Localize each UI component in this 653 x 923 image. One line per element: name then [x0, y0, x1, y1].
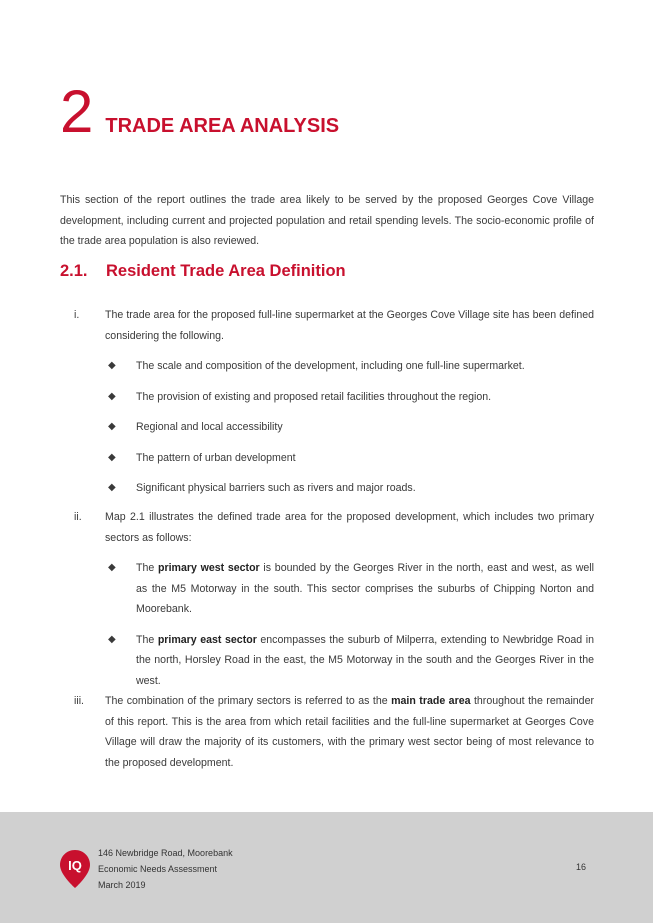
list-item-iii [60, 691, 594, 773]
item-ii-body [60, 507, 594, 691]
item-iii-post: throughout the remainder of this report. This is the area from which retail facilities and the full-line supermarket at Georges Cove Village will draw the majority of its customers, with the primary west sector being of most relevance to the proposed development. [105, 695, 594, 769]
bullet-icon: ◆ [108, 562, 116, 573]
bullet-icon: ◆ [108, 482, 116, 493]
section-heading [60, 262, 346, 281]
logo-text: IQ [68, 858, 82, 873]
page-footer [0, 812, 653, 923]
bullet-item [105, 478, 594, 499]
section-title: Resident Trade Area Definition [106, 262, 346, 280]
item-iii-body [60, 691, 594, 773]
bullet-icon: ◆ [108, 451, 116, 463]
bullet-pre: The [136, 633, 158, 646]
footer-address: 146 Newbridge Road, Moorebank [98, 848, 233, 858]
list-item-i [60, 305, 594, 499]
item-ii-text: Map 2.1 illustrates the defined trade area for the proposed development, which includes two primary sectors as follows: [105, 511, 594, 544]
chapter-heading [60, 78, 340, 145]
bullet-icon: ◆ [108, 421, 116, 432]
bullet-item [105, 630, 594, 692]
bullet-icon: ◆ [108, 633, 116, 645]
iq-logo-icon [59, 849, 91, 889]
item-i-body [60, 305, 594, 499]
item-i-numeral: i. [74, 309, 80, 321]
item-i-bullets [105, 356, 594, 499]
bullet-text: The pattern of urban development [136, 451, 296, 464]
bullet-item [105, 387, 594, 408]
bullet-text: The scale and composition of the development, including one full-line supermarket. [136, 360, 525, 372]
bullet-item [105, 558, 594, 620]
bullet-bold: primary east sector [157, 633, 257, 646]
bullet-text: Regional and local accessibility [136, 421, 283, 433]
item-ii-numeral: ii. [74, 511, 82, 523]
bullet-bold: primary west sector [158, 562, 260, 574]
bullet-text: The provision of existing and proposed retail facilities throughout the region. [136, 390, 492, 403]
section-number: 2.1. [60, 262, 88, 280]
bullet-post: is bounded by the Georges River in the north, east and west, as well as the M5 Motorway in the south. This sector comprises the suburbs of Chipping Norton and Moorebank. [136, 562, 595, 615]
intro-paragraph: This section of the report outlines the trade area likely to be served by the proposed Georges Cove Village development, including current and projected population and retail spending levels. The socio-economic profile of the trade area population is also reviewed. [60, 194, 594, 247]
list-item-ii [60, 507, 594, 691]
footer-date: March 2019 [98, 880, 146, 890]
item-iii-bold: main trade area [391, 695, 471, 707]
bullet-item [105, 448, 594, 469]
footer-info [98, 845, 233, 893]
bullet-icon: ◆ [108, 390, 116, 402]
chapter-title: TRADE AREA ANALYSIS [105, 115, 340, 137]
bullet-pre: The [136, 562, 158, 574]
item-iii-numeral: iii. [74, 695, 85, 707]
page-number: 16 [576, 862, 587, 872]
bullet-post: encompasses the suburb of Milperra, extending to Newbridge Road in the north, Horsley Road in the east, the M5 Motorway in the south and the Georges River in the west. [136, 633, 595, 687]
chapter-number: 2 [60, 78, 94, 145]
bullet-item [105, 356, 594, 377]
item-ii-bullets [105, 558, 594, 691]
bullet-text: Significant physical barriers such as rivers and major roads. [136, 482, 416, 494]
bullet-item [105, 417, 594, 438]
item-iii-text [105, 691, 594, 773]
item-iii-pre: The combination of the primary sectors is referred to as the [105, 695, 392, 707]
footer-doc-title: Economic Needs Assessment [98, 864, 218, 874]
bullet-icon: ◆ [108, 360, 116, 371]
item-i-text: The trade area for the proposed full-line supermarket at the Georges Cove Village site has been defined considering the following. [105, 309, 594, 342]
